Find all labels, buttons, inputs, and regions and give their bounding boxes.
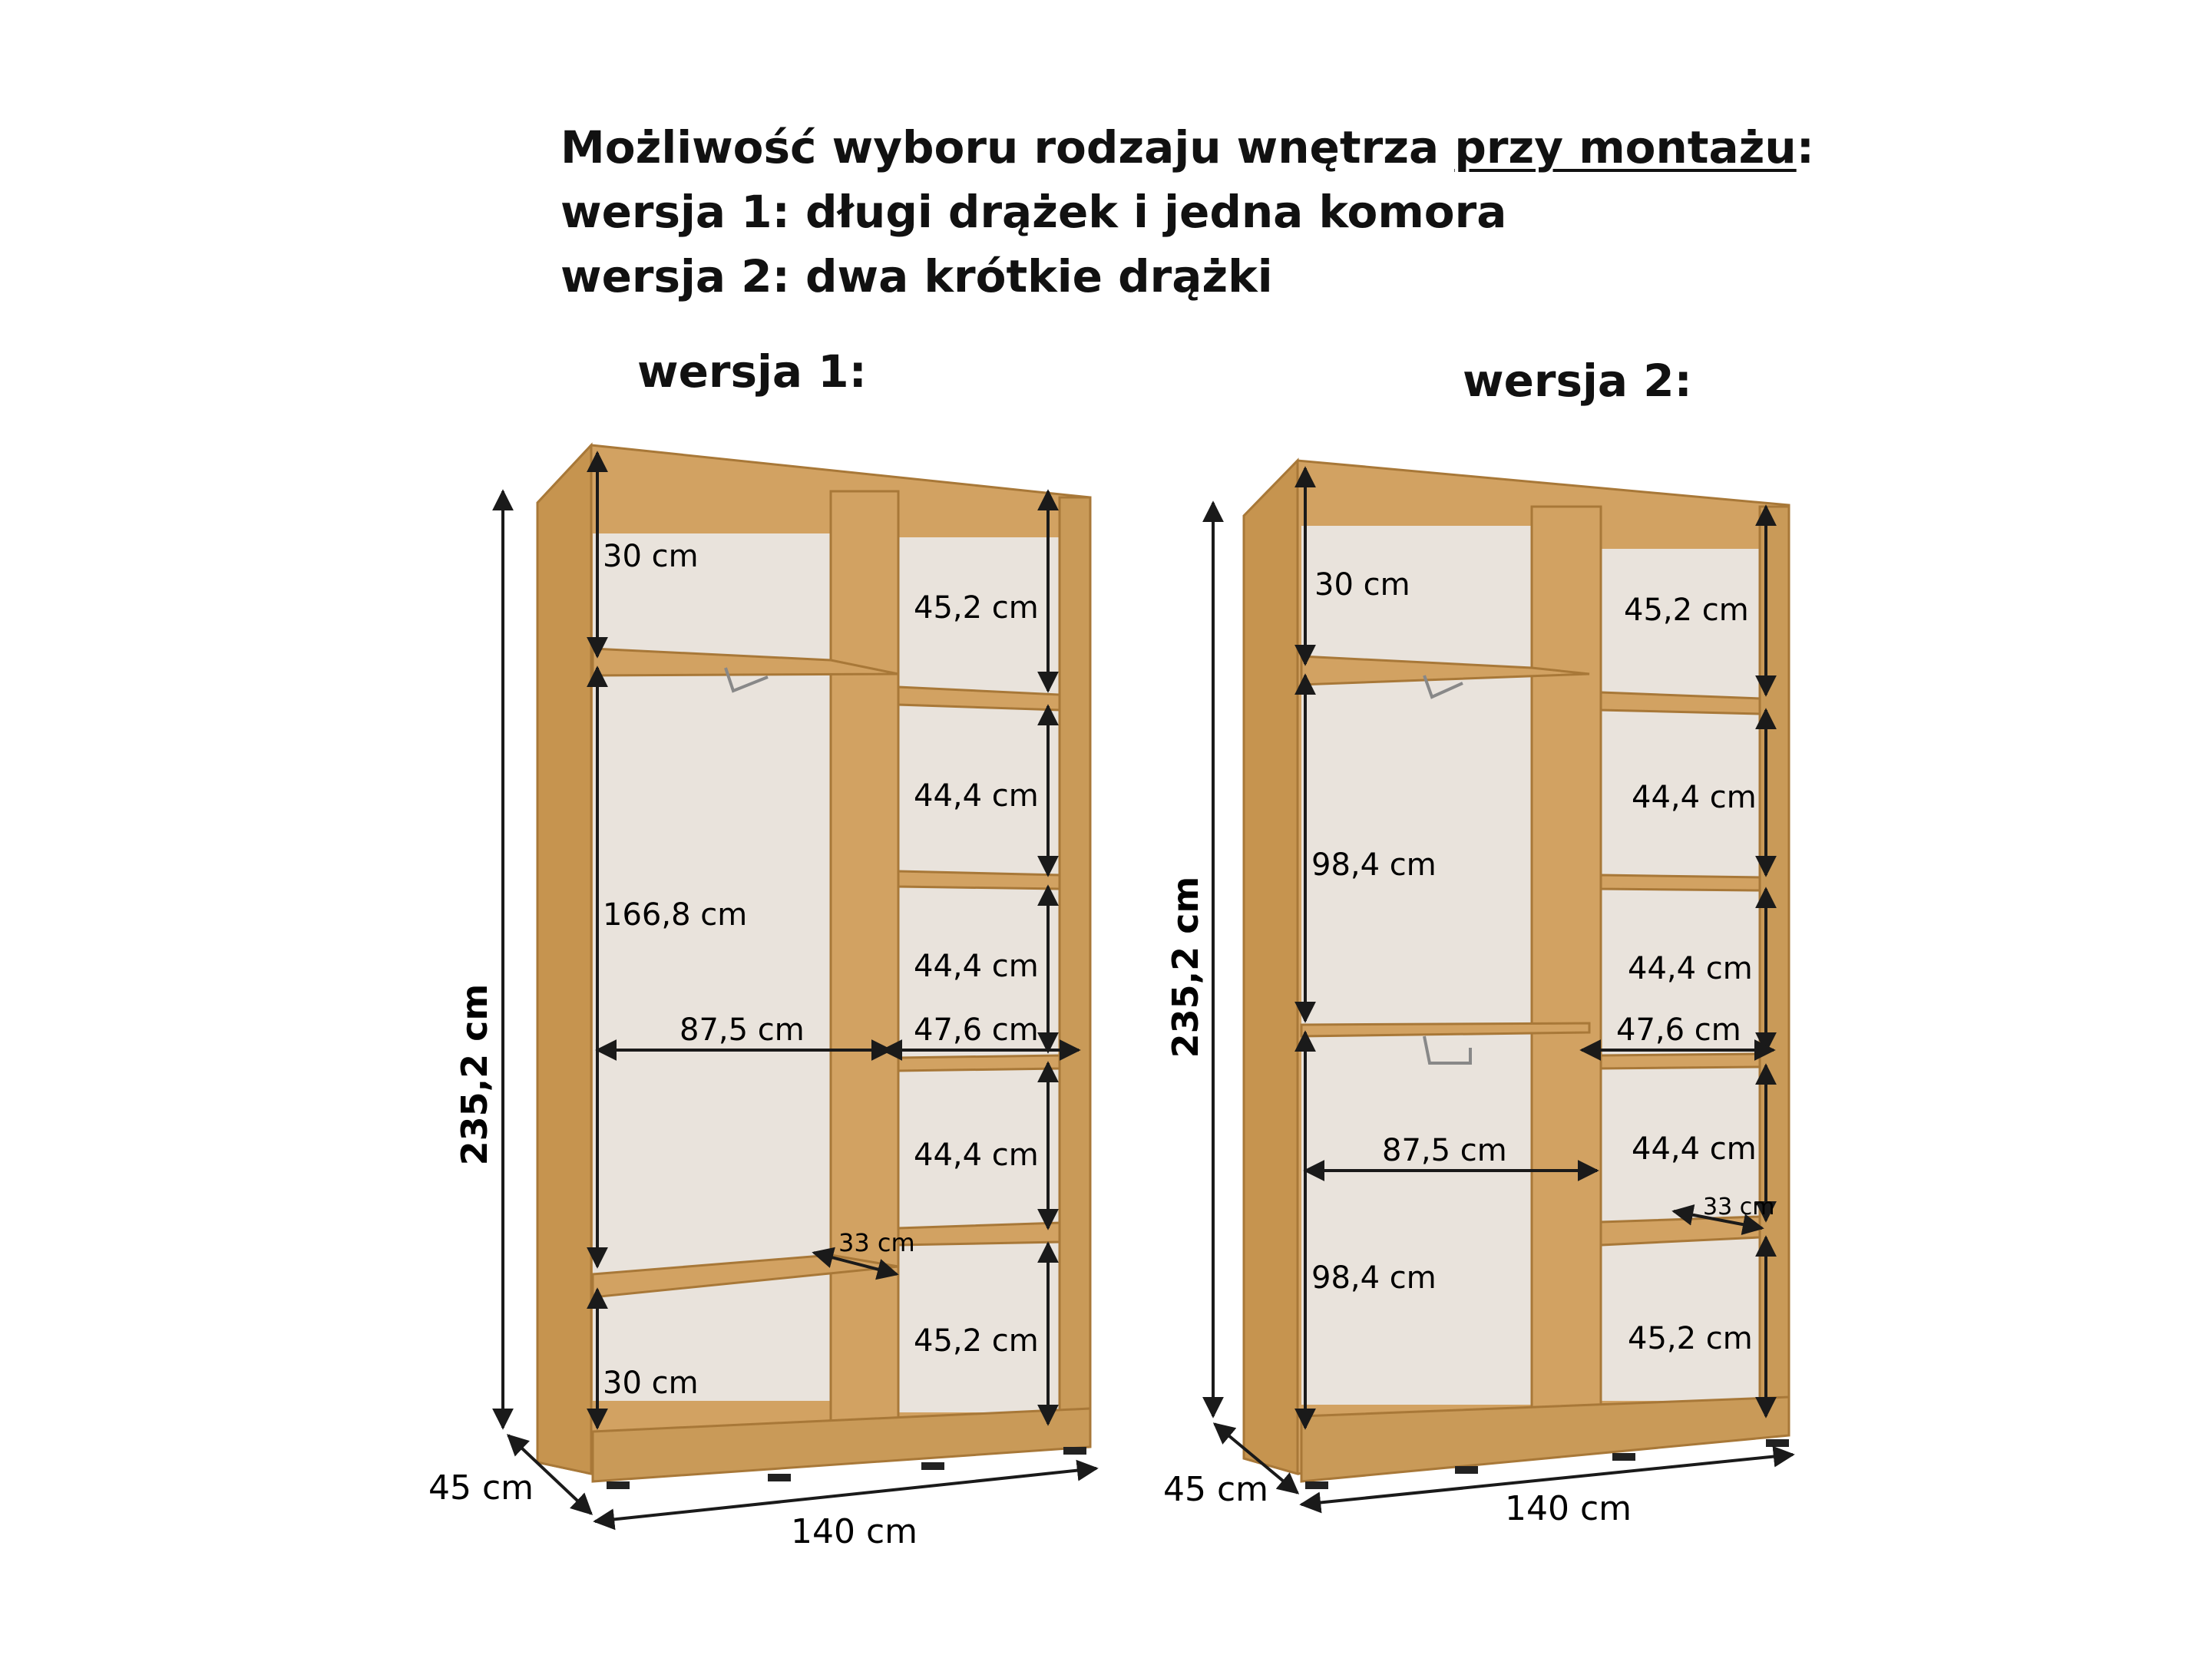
label-shelf-depth: 33 cm xyxy=(838,1228,915,1257)
carcass-side-left xyxy=(1244,461,1298,1474)
label-width: 140 cm xyxy=(1505,1489,1632,1528)
foot xyxy=(1305,1481,1328,1489)
version-2-label: wersja 2: xyxy=(1463,355,1692,407)
shelf-right-3 xyxy=(898,1055,1060,1071)
label-total-height: 235,2 cm xyxy=(454,983,495,1166)
label-left-width: 87,5 cm xyxy=(679,1012,805,1048)
label-left-upper: 98,4 cm xyxy=(1311,847,1437,883)
header-line-1-prefix: Możliwość wyboru rodzaju wnętrza xyxy=(560,121,1455,173)
label-right-2: 44,4 cm xyxy=(1632,780,1757,815)
label-right-5: 45,2 cm xyxy=(914,1323,1039,1359)
shelf-right-3 xyxy=(1601,1054,1760,1068)
label-right-1: 45,2 cm xyxy=(1624,593,1749,628)
foot xyxy=(921,1462,944,1470)
label-right-4: 44,4 cm xyxy=(1632,1131,1757,1167)
label-right-3: 44,4 cm xyxy=(914,949,1039,984)
label-right-width: 47,6 cm xyxy=(1616,1012,1741,1048)
label-left-lower: 98,4 cm xyxy=(1311,1260,1437,1296)
foot xyxy=(1063,1447,1086,1455)
label-left-width: 87,5 cm xyxy=(1382,1133,1507,1168)
version-1-label: wersja 1: xyxy=(637,345,867,398)
label-left-top: 30 cm xyxy=(603,539,699,574)
wardrobe-version-2 xyxy=(1163,461,1793,1528)
header-line-1-underlined: przy montażu xyxy=(1454,121,1797,173)
label-shelf-depth: 33 cm xyxy=(1703,1194,1775,1220)
foot xyxy=(1766,1439,1789,1447)
label-right-width: 47,6 cm xyxy=(914,1012,1039,1048)
label-right-5: 45,2 cm xyxy=(1628,1321,1753,1356)
right-side-panel xyxy=(1060,497,1090,1438)
foot xyxy=(768,1474,791,1481)
header-line-2: wersja 1: długi drążek i jedna komora xyxy=(560,186,1507,238)
divider-panel xyxy=(1532,507,1601,1428)
divider-panel xyxy=(831,491,898,1432)
label-total-height: 235,2 cm xyxy=(1165,876,1206,1059)
carcass-side-left xyxy=(537,445,591,1474)
label-right-4: 44,4 cm xyxy=(914,1138,1039,1173)
label-left-top: 30 cm xyxy=(1314,567,1410,603)
label-left-main: 166,8 cm xyxy=(603,897,748,933)
shelf-right-2 xyxy=(898,871,1060,889)
label-left-bottom: 30 cm xyxy=(603,1366,699,1401)
label-depth: 45 cm xyxy=(428,1468,534,1508)
label-right-3: 44,4 cm xyxy=(1628,951,1753,986)
right-side-panel xyxy=(1760,507,1789,1428)
foot xyxy=(1455,1466,1478,1474)
foot xyxy=(1612,1453,1635,1461)
header-line-1-suffix: : xyxy=(1796,121,1814,173)
label-right-1: 45,2 cm xyxy=(914,590,1039,626)
label-depth: 45 cm xyxy=(1163,1470,1269,1509)
label-right-2: 44,4 cm xyxy=(914,778,1039,814)
foot xyxy=(607,1481,630,1489)
header-line-3: wersja 2: dwa krótkie drążki xyxy=(560,250,1273,302)
label-width: 140 cm xyxy=(791,1512,918,1551)
wardrobe-version-1 xyxy=(428,445,1096,1551)
shelf-right-2 xyxy=(1601,875,1760,890)
